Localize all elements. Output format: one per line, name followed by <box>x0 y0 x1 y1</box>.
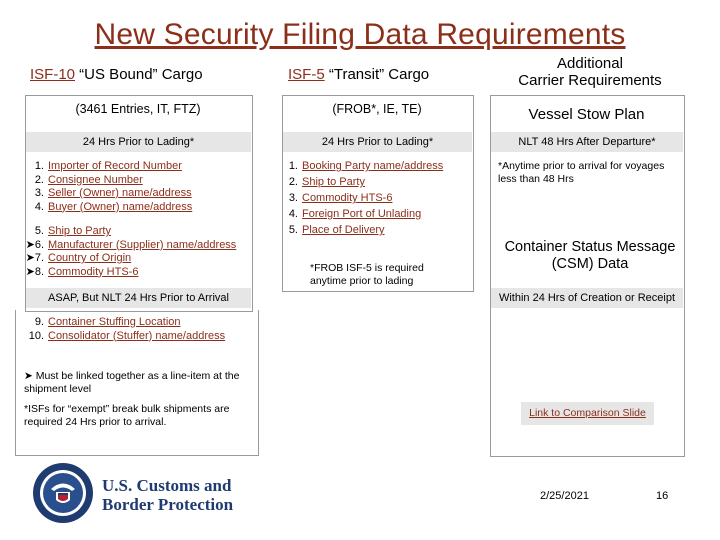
list-item: 10. Consolidator (Stuffer) name/address <box>28 329 226 342</box>
isf5-frob-note: *FROB ISF-5 is required anytime prior to lading <box>310 262 424 287</box>
isf5-item-link[interactable]: Commodity HTS-6 <box>302 192 393 204</box>
comparison-slide-link[interactable]: Link to Comparison Slide <box>529 407 646 419</box>
vessel-stow-timing: NLT 48 Hrs After Departure* <box>491 132 683 152</box>
page-number: 16 <box>656 490 669 502</box>
isf5-item-link[interactable]: Foreign Port of Unlading <box>302 208 422 220</box>
csm-title: Container Status Message (CSM) Data <box>504 239 676 272</box>
list-item: 5. Ship to Party <box>34 225 111 237</box>
list-item: 4. Foreign Port of Unlading <box>288 208 422 220</box>
list-item: ➤6. Manufacturer (Supplier) name/address <box>25 238 237 251</box>
isf5-header <box>288 66 429 83</box>
cbp-logo-line1: U.S. Customs and <box>102 476 232 495</box>
dhs-seal-icon <box>32 462 94 524</box>
isf10-item-link[interactable]: Buyer (Owner) name/address <box>48 200 193 213</box>
isf10-item-link[interactable]: Consolidator (Stuffer) name/address <box>48 329 226 342</box>
isf5-item-link[interactable]: Place of Delivery <box>302 224 385 236</box>
list-item: ➤7. Country of Origin <box>25 252 132 264</box>
isf10-item-link[interactable]: Container Stuffing Location <box>48 316 181 328</box>
isf10-item-link[interactable]: Manufacturer (Supplier) name/address <box>48 238 237 251</box>
carrier-header-line2: Carrier Requirements <box>518 72 662 89</box>
isf10-item-link[interactable]: Commodity HTS-6 <box>48 265 139 278</box>
isf10-item-link[interactable]: Seller (Owner) name/address <box>48 187 192 199</box>
isf5-link[interactable]: ISF-5 <box>288 66 325 83</box>
list-item: 5. Place of Delivery <box>288 224 385 236</box>
list-item: 4. Buyer (Owner) name/address <box>34 200 193 213</box>
list-item: 2. Consignee Number <box>34 173 143 186</box>
isf5-item-link[interactable]: Booking Party name/address <box>302 160 444 172</box>
page-title: New Security Filing Data Requirements <box>94 18 626 51</box>
isf10-list-a <box>22 160 192 214</box>
list-item: ➤8. Commodity HTS-6 <box>25 265 139 278</box>
csm-timing: Within 24 Hrs of Creation or Receipt <box>491 288 683 308</box>
footer-date: 2/25/2021 <box>540 490 589 502</box>
list-item: 1. Importer of Record Number <box>34 160 182 172</box>
isf5-header-text: “Transit” Cargo <box>324 66 430 83</box>
isf5-item-link[interactable]: Ship to Party <box>302 176 365 188</box>
list-item: 3. Seller (Owner) name/address <box>34 187 192 199</box>
isf10-link[interactable]: ISF-10 <box>30 66 76 83</box>
isf5-list <box>276 158 443 238</box>
isf10-item-link[interactable]: Ship to Party <box>48 225 111 237</box>
isf10-item-link[interactable]: Country of Origin <box>48 252 132 264</box>
isf10-linked-note: ➤ Must be linked together as a line-item at the shipment level <box>24 370 240 395</box>
list-item: 1. Booking Party name/address <box>288 160 444 172</box>
isf5-timing: 24 Hrs Prior to Lading* <box>283 132 472 152</box>
list-item: 2. Ship to Party <box>288 176 365 188</box>
isf10-header-text: “US Bound” Cargo <box>75 66 203 83</box>
vessel-stow-note: *Anytime prior to arrival for voyages less than 48 Hrs <box>498 160 665 185</box>
isf10-item-link[interactable]: Importer of Record Number <box>48 160 182 172</box>
isf10-timing-arrival: ASAP, But NLT 24 Hrs Prior to Arrival <box>26 288 251 308</box>
list-item: 9. Container Stuffing Location <box>34 316 181 328</box>
isf10-header <box>30 66 203 83</box>
isf10-exempt-note: *ISFs for “exempt” break bulk shipments are required 24 Hrs prior to arrival. <box>24 403 230 428</box>
cbp-logo-line2: Border Protection <box>102 495 234 514</box>
isf10-subtitle: (3461 Entries, IT, FTZ) <box>75 102 201 116</box>
comparison-slide-button[interactable] <box>521 402 654 425</box>
vessel-stow-title: Vessel Stow Plan <box>528 106 645 123</box>
isf5-subtitle: (FROB*, IE, TE) <box>332 102 422 116</box>
carrier-header-line1: Additional <box>557 55 623 72</box>
cbp-logo-text <box>102 476 233 514</box>
isf10-list-b <box>22 225 236 279</box>
isf10-timing: 24 Hrs Prior to Lading* <box>26 132 251 152</box>
list-item: 3. Commodity HTS-6 <box>288 192 393 204</box>
carrier-header <box>495 55 685 89</box>
isf10-item-link[interactable]: Consignee Number <box>48 173 143 186</box>
